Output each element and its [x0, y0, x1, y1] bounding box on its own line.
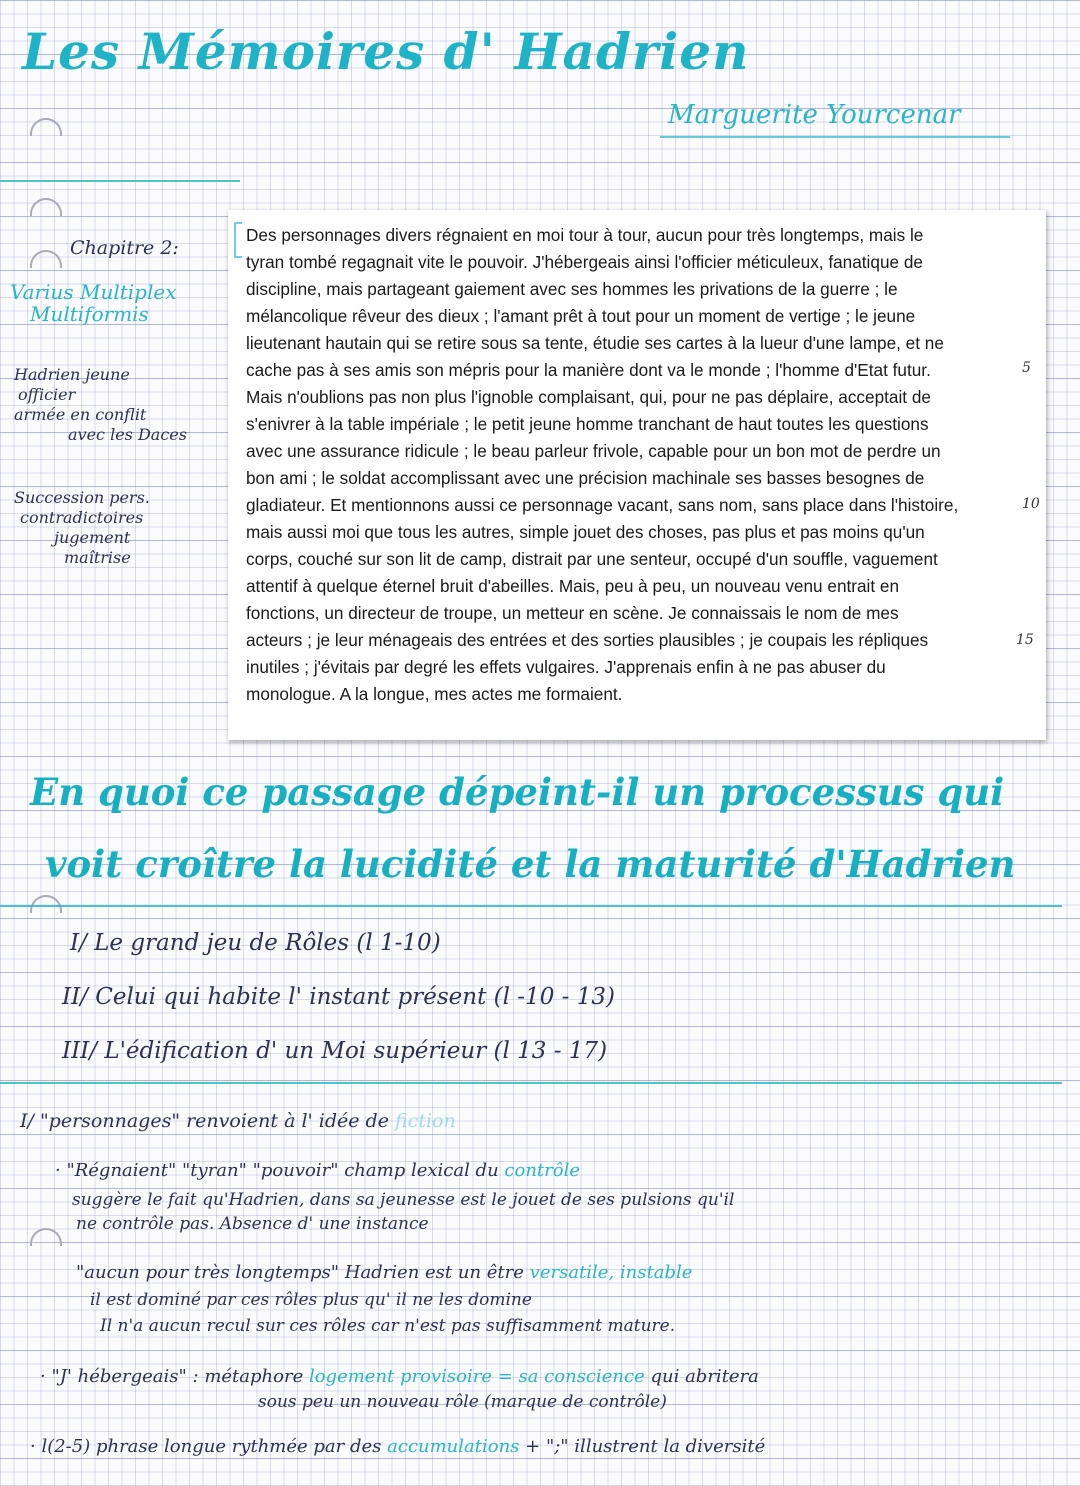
- chapter-label: Chapitre 2:: [70, 237, 179, 259]
- chapter-name-line1: Varius Multiplex: [10, 280, 177, 304]
- passage-line: tyran tombé regagnait vite le pouvoir. J'hébergeais ainsi l'officier méticuleux, fanatique de: [246, 252, 923, 272]
- note-line: · "J' hébergeais" : métaphore logement provisoire = sa conscience qui abritera: [40, 1366, 759, 1387]
- plan-part-2: II/ Celui qui habite l' instant présent (l -10 - 13): [62, 984, 615, 1010]
- line-number: 10: [1022, 496, 1040, 512]
- passage-line: Des personnages divers régnaient en moi tour à tour, aucun pour très longtemps, mais le: [246, 225, 924, 245]
- passage-line: gladiateur. Et mentionnons aussi ce personnage vacant, sans nom, sans place dans l'histoire,: [246, 495, 959, 515]
- author-underline: [660, 136, 1010, 138]
- note-line: · l(2-5) phrase longue rythmée par des accumulations + ";" illustrent la diversité: [30, 1436, 766, 1457]
- chapter-name-line2: Multiformis: [30, 302, 149, 326]
- note-line: I/ "personnages" renvoient à l' idée de fiction: [20, 1110, 456, 1132]
- binder-ring-icon: [30, 1228, 62, 1246]
- plan-part-3: III/ L'édification d' un Moi supérieur (l 13 - 17): [62, 1038, 608, 1064]
- note-line: il est dominé par ces rôles plus qu' il ne les domine: [90, 1290, 532, 1310]
- passage-line: cache pas à ses amis son mépris pour la manière dont va le monde ; l'homme d'Etat futur.: [246, 360, 931, 380]
- passage-line: discipline, mais partageant gaiement avec ses hommes les privations de la guerre ; le: [246, 279, 898, 299]
- binder-ring-icon: [30, 198, 62, 216]
- passage-line: corps, couché sur son lit de camp, distrait par une senteur, occupé d'un souffle, vaguement: [246, 549, 938, 569]
- section-rule: [0, 1082, 1062, 1084]
- passage-line: s'enivrer à la table impériale ; le petit jeune homme tranchant de haut toutes les questions: [246, 414, 929, 434]
- plan-part-1: I/ Le grand jeu de Rôles (l 1-10): [70, 930, 441, 956]
- margin-note-succession: Succession pers. contradictoires jugement maîtrise: [14, 488, 150, 567]
- note-line: suggère le fait qu'Hadrien, dans sa jeunesse est le jouet de ses pulsions qu'il: [72, 1190, 735, 1210]
- passage-line: bon ami ; le soldat accomplissant avec une précision machinale ses basses besognes de: [246, 468, 925, 488]
- passage-line: attentif à quelque éternel bruit d'abeilles. Mais, peu à peu, un nouveau venu entrait en: [246, 576, 900, 596]
- passage-line: mélancolique rêveur des dieux ; l'amant prêt à tout pour un moment de vertige ; le jeune: [246, 306, 916, 326]
- passage-line: avec une assurance ridicule ; le beau parleur frivole, capable pour un bon mot de perdre un: [246, 441, 941, 461]
- page-title: Les Mémoires d' Hadrien: [22, 22, 750, 81]
- text-passage: [228, 210, 1046, 740]
- highlight-bracket: [234, 222, 242, 258]
- passage-line: mais aussi moi que tous les autres, simple jouet des choses, pas plus et pas moins qu'un: [246, 522, 925, 542]
- problematic-line2: voit croître la lucidité et la maturité d'Hadrien: [45, 842, 1016, 886]
- binder-ring-icon: [30, 250, 62, 268]
- note-line: Il n'a aucun recul sur ces rôles car n'est pas suffisamment mature.: [100, 1316, 676, 1336]
- note-line: · "Régnaient" "tyran" "pouvoir" champ lexical du contrôle: [55, 1160, 581, 1181]
- margin-rule: [0, 180, 240, 182]
- passage-line: lieutenant hautain qui se retire sous sa tente, étudie ses cartes à la lueur d'une lampe, et ne: [246, 333, 944, 353]
- binder-ring-icon: [30, 118, 62, 136]
- note-line: sous peu un nouveau rôle (marque de contrôle): [258, 1392, 667, 1412]
- line-number: 15: [1016, 632, 1034, 648]
- problematic-line1: En quoi ce passage dépeint-il un processus qui: [30, 770, 1005, 814]
- passage-line: fonctions, un directeur de troupe, un metteur en scène. Je connaissais le nom de mes: [246, 603, 899, 623]
- passage-line: Mais n'oublions pas non plus l'ignoble complaisant, qui, pour ne pas déplaire, acceptait de: [246, 387, 931, 407]
- author-name: Marguerite Yourcenar: [668, 100, 961, 130]
- passage-line: monologue. A la longue, mes actes me formaient.: [246, 684, 623, 704]
- passage-line: inutiles ; j'évitais par degré les effets vulgaires. J'apprenais enfin à ne pas abuser du: [246, 657, 886, 677]
- line-number: 5: [1022, 360, 1031, 376]
- section-rule: [0, 905, 1062, 907]
- binder-ring-icon: [30, 895, 62, 913]
- margin-note-context: Hadrien jeune officier armée en conflit avec les Daces: [14, 365, 187, 444]
- passage-lines: [246, 222, 1026, 708]
- note-line: ne contrôle pas. Absence d' une instance: [76, 1214, 429, 1234]
- passage-line: acteurs ; je leur ménageais des entrées et des sorties plausibles ; je coupais les répliques: [246, 630, 929, 650]
- note-line: "aucun pour très longtemps" Hadrien est un être versatile, instable: [76, 1262, 693, 1283]
